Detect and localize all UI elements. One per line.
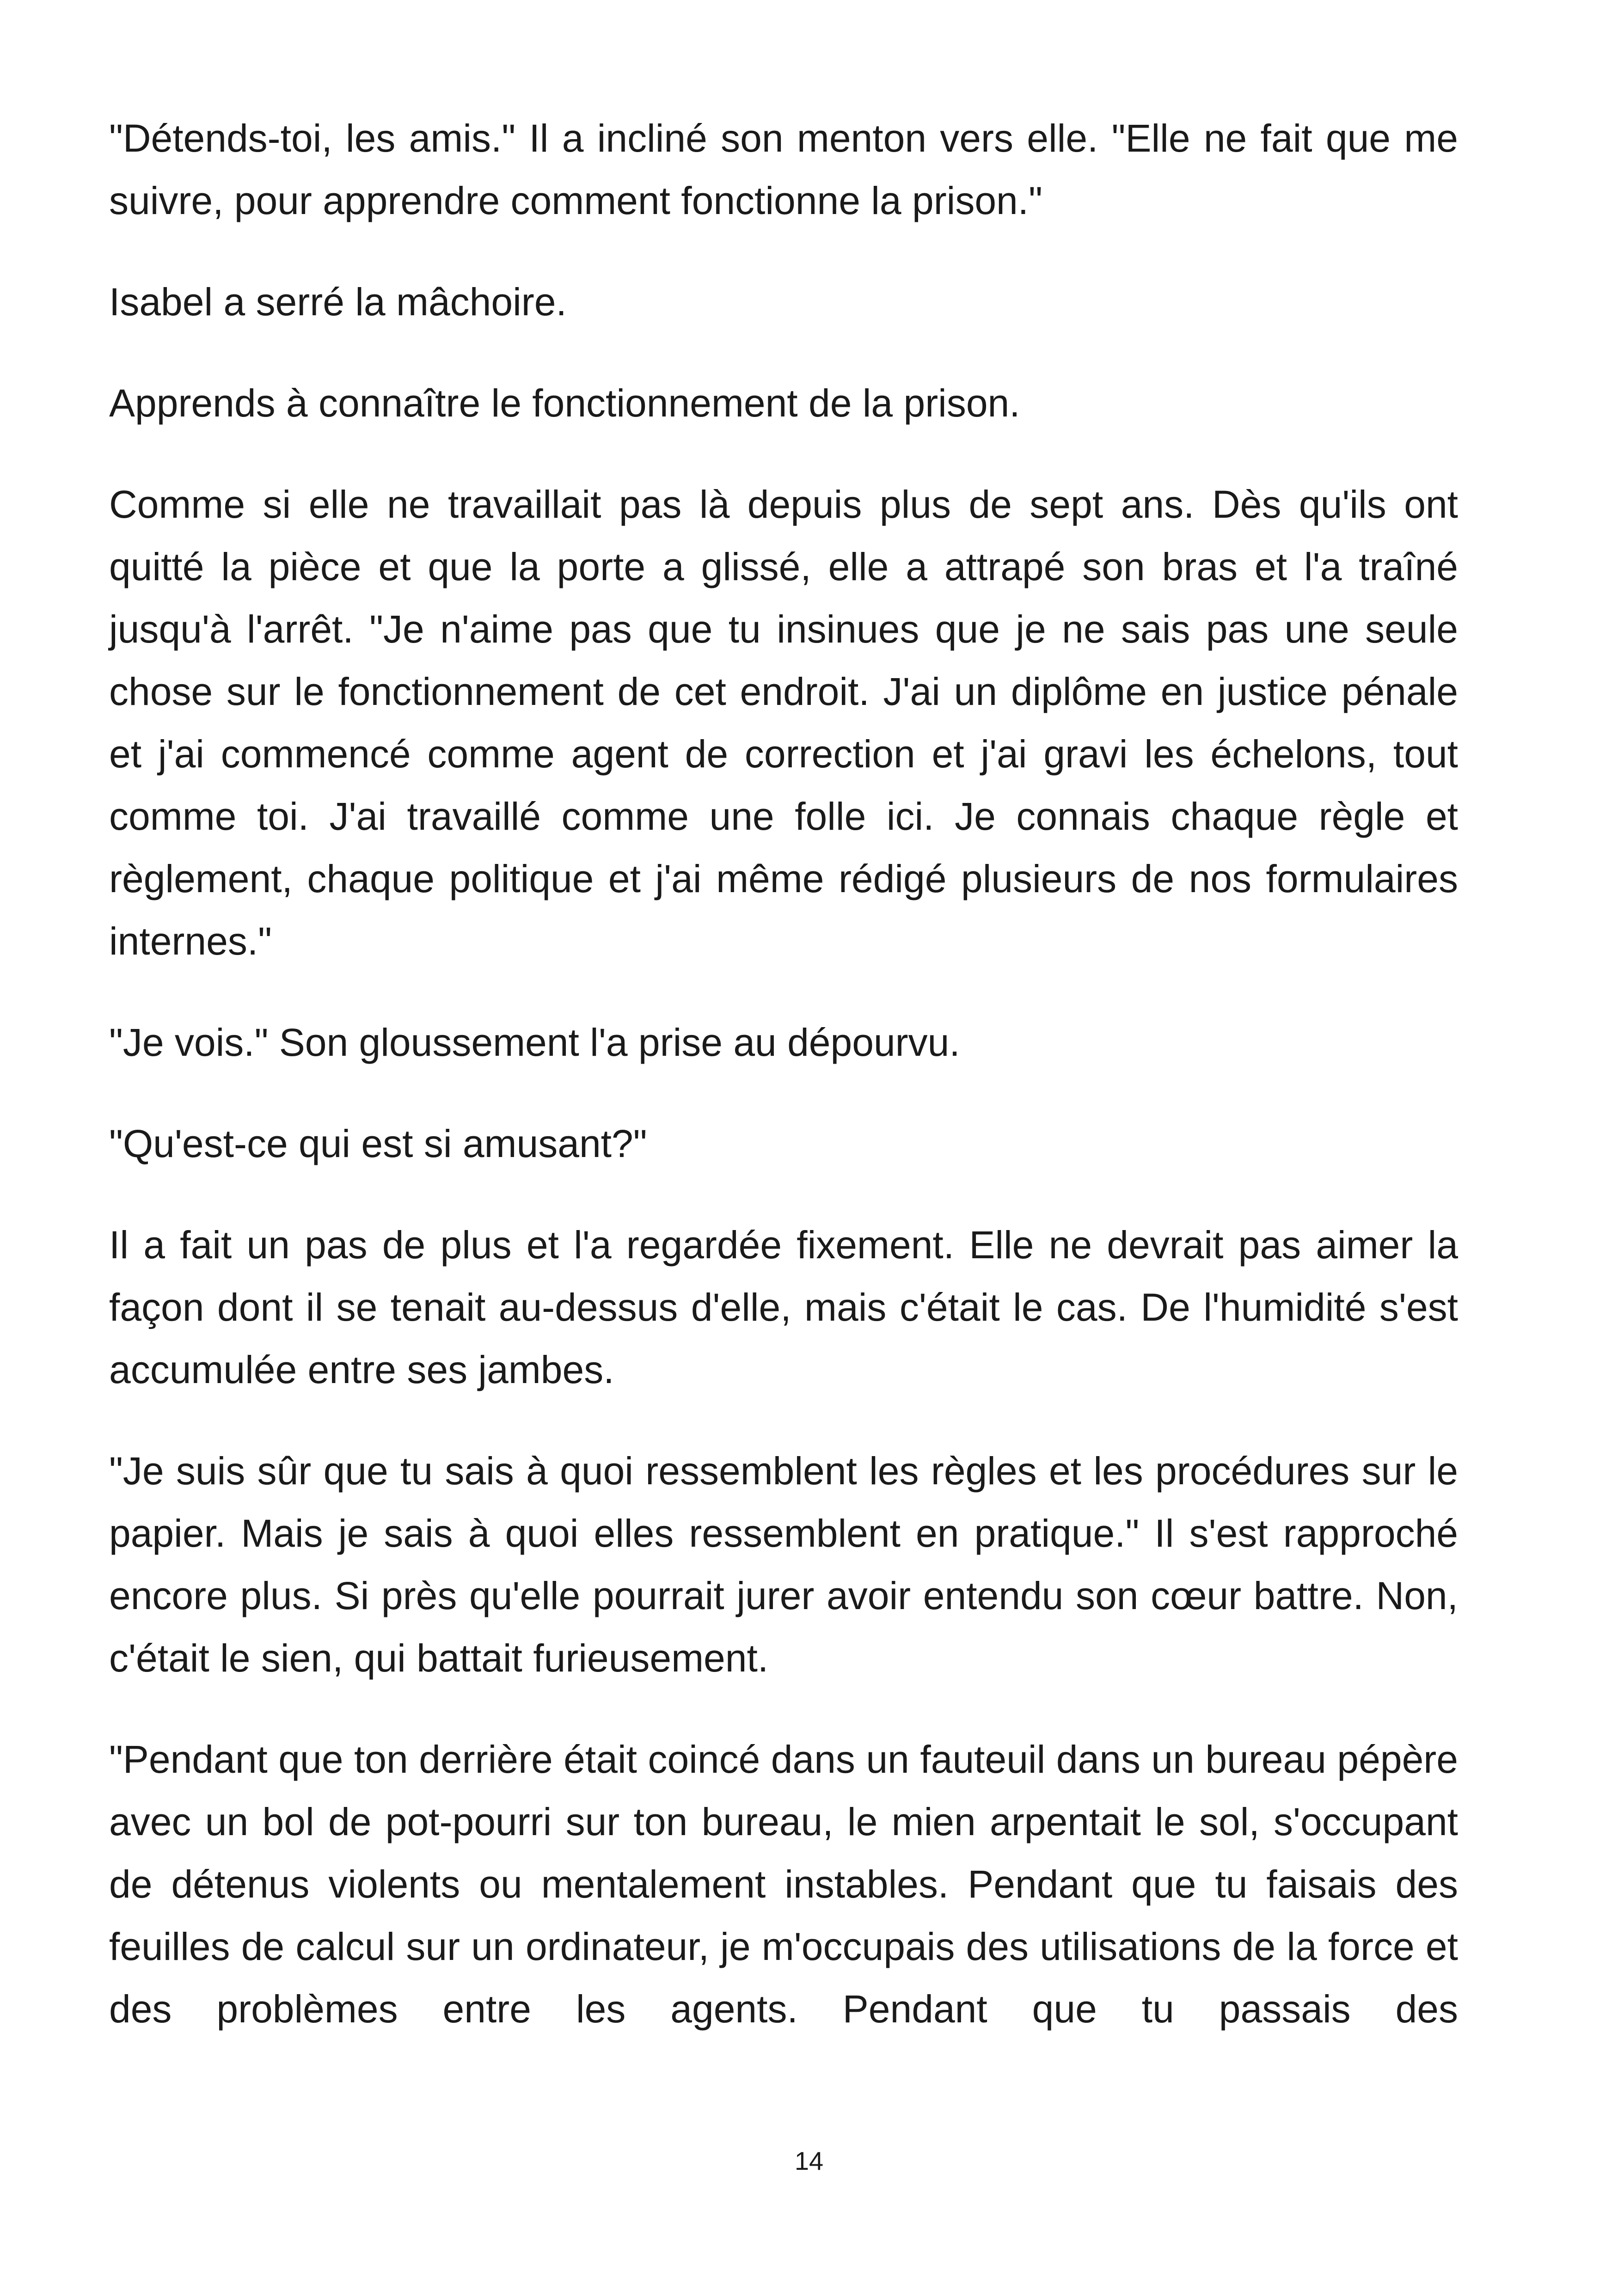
page-number: 14	[794, 2146, 824, 2175]
paragraph-5: "Je vois." Son gloussement l'a prise au dépourvu.	[109, 1021, 960, 1064]
paragraph-6: "Qu'est-ce qui est si amusant?"	[109, 1122, 647, 1165]
paragraph-7: Il a fait un pas de plus et l'a regardée fixement. Elle ne devrait pas aimer la façon dont il se tenait au-dessus d'elle, mais c'était le cas. De l'humidité s'est accumulée entre ses jambes.	[109, 1223, 1458, 1391]
page-body	[109, 107, 1458, 2079]
paragraph-8: "Je suis sûr que tu sais à quoi ressemblent les règles et les procédures sur le papier. Mais je sais à quoi elles ressemblent en pratique." Il s'est rapproché encore plus. Si près qu'elle pourrait jurer avoir entendu son cœur battre. Non, c'était le sien, qui battait furieusement.	[109, 1449, 1458, 1680]
paragraph-3: Apprends à connaître le fonctionnement de la prison.	[109, 381, 1020, 425]
paragraph-9: "Pendant que ton derrière était coincé dans un fauteuil dans un bureau pépère avec un bol de pot-pourri sur ton bureau, le mien arpentait le sol, s'occupant de détenus violents ou mentalement instables. Pendant que tu faisais des feuilles de calcul sur un ordinateur, je m'occupais des utilisations de la force et des problèmes entre les agents. Pendant que tu passais des	[109, 1738, 1458, 2031]
paragraph-2: Isabel a serré la mâchoire.	[109, 280, 567, 324]
paragraph-4: Comme si elle ne travaillait pas là depuis plus de sept ans. Dès qu'ils ont quitté la pièce et que la porte a glissé, elle a attrapé son bras et l'a traîné jusqu'à l'arrêt. "Je n'aime pas que tu insinues que je ne sais pas une seule chose sur le fonctionnement de cet endroit. J'ai un diplôme en justice pénale et j'ai commencé comme agent de correction et j'ai gravi les échelons, tout comme toi. J'ai travaillé comme une folle ici. Je connais chaque règle et règlement, chaque politique et j'ai même rédigé plusieurs de nos formulaires internes."	[109, 483, 1458, 963]
paragraph-1: "Détends-toi, les amis." Il a incliné son menton vers elle. "Elle ne fait que me suivre, pour apprendre comment fonctionne la prison."	[109, 116, 1458, 222]
